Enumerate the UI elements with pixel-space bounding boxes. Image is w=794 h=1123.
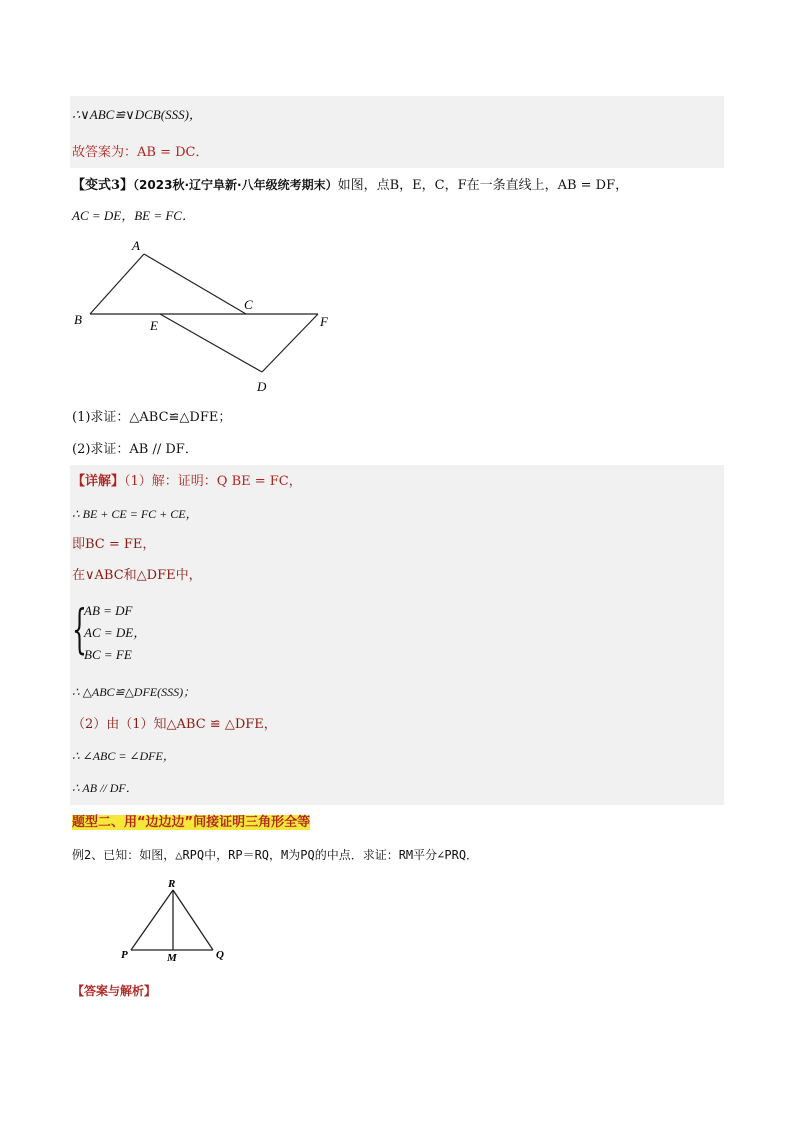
step-4-text: ∴ △ABC≌△DFE(SSS)； bbox=[72, 685, 196, 699]
variant-text-2: AC = DE，BE = FC． bbox=[72, 208, 195, 223]
detail-tag: 【详解】 bbox=[72, 474, 125, 489]
label-R: R bbox=[168, 878, 176, 890]
system-line-3: BC = FE bbox=[84, 647, 132, 662]
step-4 bbox=[72, 683, 195, 701]
system-line-2: AC = DE， bbox=[84, 625, 147, 640]
answer-analysis bbox=[72, 982, 156, 1001]
section-heading-text: 题型二、用“边边边”间接证明三角形全等 bbox=[72, 815, 311, 830]
conclusion-text: ∴∨ABC≌∨DCB(SSS)， bbox=[72, 107, 202, 122]
detail-line bbox=[72, 473, 302, 491]
step-7-text: ∴ AB // DF． bbox=[72, 781, 138, 795]
step-2-text: 即BC = FE， bbox=[72, 537, 156, 552]
answer-analysis-tag: 【答案与解析】 bbox=[72, 984, 157, 998]
step-3 bbox=[72, 567, 202, 585]
label-A: A bbox=[132, 238, 140, 253]
detail-text: （1）解：证明：Q BE = FC， bbox=[124, 474, 302, 489]
variant-source: （2023秋·辽宁阜新·八年级统考期末） bbox=[133, 178, 338, 192]
label-P: P bbox=[121, 949, 128, 961]
question-1-text: (1)求证：△ABC≌△DFE； bbox=[72, 410, 232, 425]
label-M: M bbox=[167, 952, 177, 964]
step-1 bbox=[72, 505, 198, 523]
variant-line-2 bbox=[72, 207, 195, 225]
left-brace: { bbox=[72, 600, 87, 660]
example-2-text: 例2、已知：如图，△RPQ中，RP＝RQ，M为PQ的中点．求证：RM平分∠PRQ． bbox=[72, 848, 479, 862]
answer-text: 故答案为：AB = DC． bbox=[72, 145, 209, 160]
step-7 bbox=[72, 779, 138, 797]
label-F: F bbox=[320, 314, 328, 329]
label-C: C bbox=[244, 297, 253, 312]
conclusion-line bbox=[72, 106, 202, 125]
section-heading bbox=[72, 814, 310, 832]
variant-tag: 【变式3】 bbox=[72, 178, 134, 193]
variant-text: 如图，点B，E，C，F在一条直线上，AB = DF， bbox=[337, 178, 629, 193]
answer-line bbox=[72, 144, 208, 162]
step-6 bbox=[72, 747, 175, 765]
variant-line bbox=[72, 176, 628, 195]
question-1 bbox=[72, 409, 231, 427]
label-Q: Q bbox=[216, 949, 224, 961]
system-line-1: AB = DF bbox=[84, 603, 133, 618]
step-5-text: （2）由（1）知△ABC ≌ △DFE， bbox=[72, 717, 277, 732]
step-1-text: ∴ BE + CE = FC + CE， bbox=[72, 507, 198, 521]
step-6-text: ∴ ∠ABC = ∠DFE， bbox=[72, 749, 175, 763]
step-3-text: 在∨ABC和△DFE中， bbox=[72, 568, 202, 583]
label-B: B bbox=[74, 312, 82, 327]
step-2 bbox=[72, 536, 155, 554]
question-2-text: (2)求证：AB // DF． bbox=[72, 442, 198, 457]
label-E: E bbox=[150, 318, 158, 333]
example-2 bbox=[72, 846, 478, 864]
question-2 bbox=[72, 441, 198, 459]
label-D: D bbox=[257, 379, 267, 394]
step-5 bbox=[72, 716, 277, 734]
